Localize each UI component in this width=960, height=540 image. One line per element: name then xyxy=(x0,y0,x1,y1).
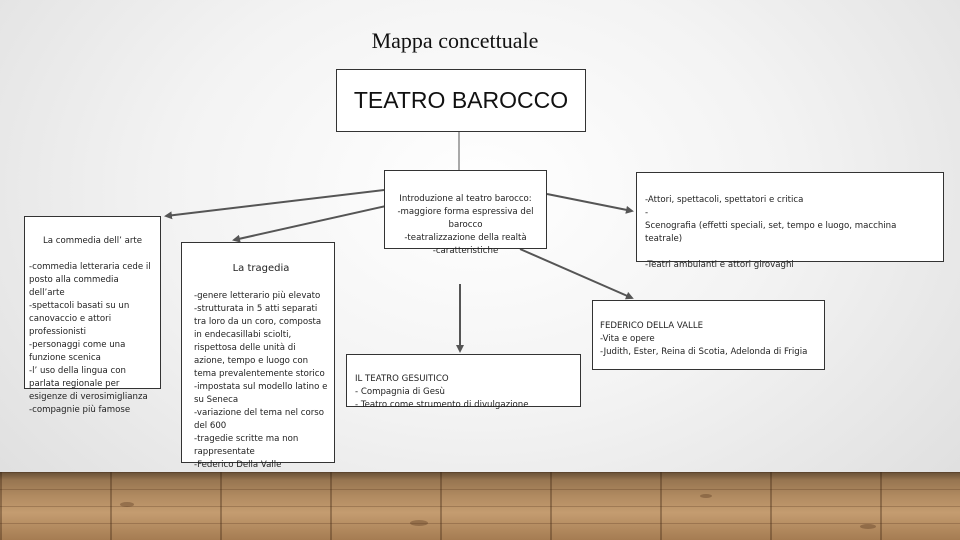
node-tragedia-body: -genere letterario più elevato -strutturata in 5 atti separati tra loro da un coro, composta in endecasillabi sciolti, rispettosa delle unità di azione, tempo e luogo con tema prevalentemente storico -impostata sul modello latino e su Seneca -variazione del tema nel corso del 600 -tragedie scritte ma non rappresentate -Federico Della Valle xyxy=(194,291,328,470)
arrow-to-tragedia xyxy=(234,206,386,240)
main-node-box xyxy=(336,69,586,132)
node-della-valle-text: FEDERICO DELLA VALLE -Vita e opere -Judith, Ester, Reina di Scotia, Adelonda di Frigia xyxy=(600,321,808,357)
node-tragedia xyxy=(181,242,335,470)
arrow-to-della-valle xyxy=(520,249,632,298)
node-federico-della-valle xyxy=(592,300,825,370)
node-attori-text: -Attori, spettacoli, spettatori e critica - Scenografia (effetti speciali, set, tempo e luogo, macchina teatrale) -Teatri ambulanti e attori girovaghi xyxy=(645,195,897,270)
node-teatro-gesuitico xyxy=(346,354,581,410)
node-intro-text: Introduzione al teatro barocco: -maggiore forma espressiva del barocco -teatralizzazione della realtà -caratteristiche xyxy=(397,194,534,256)
node-gesuitico-text: IL TEATRO GESUITICO - Compagnia di Gesù - Teatro come strumento di divulgazione xyxy=(355,374,529,410)
page-title: Mappa concettuale xyxy=(371,28,539,53)
node-commedia-heading: La commedia dell’ arte xyxy=(42,236,143,246)
arrow-to-commedia xyxy=(166,190,384,216)
node-introduzione xyxy=(384,170,547,256)
node-tragedia-heading: La tragedia xyxy=(232,263,290,274)
node-commedia-body: -commedia letteraria cede il posto alla commedia dell’arte -spettacoli basati su un canovaccio e attori professionisti -personaggi come una funzione scenica -l’ uso della lingua con parlata regionale per esigenze di verosimiglianza -compagnie più famose xyxy=(29,262,151,415)
node-attori-spettacoli xyxy=(636,172,944,270)
node-commedia-dell-arte xyxy=(24,216,161,415)
arrow-to-attori xyxy=(547,194,632,211)
main-node-label: TEATRO BAROCCO xyxy=(353,87,569,113)
